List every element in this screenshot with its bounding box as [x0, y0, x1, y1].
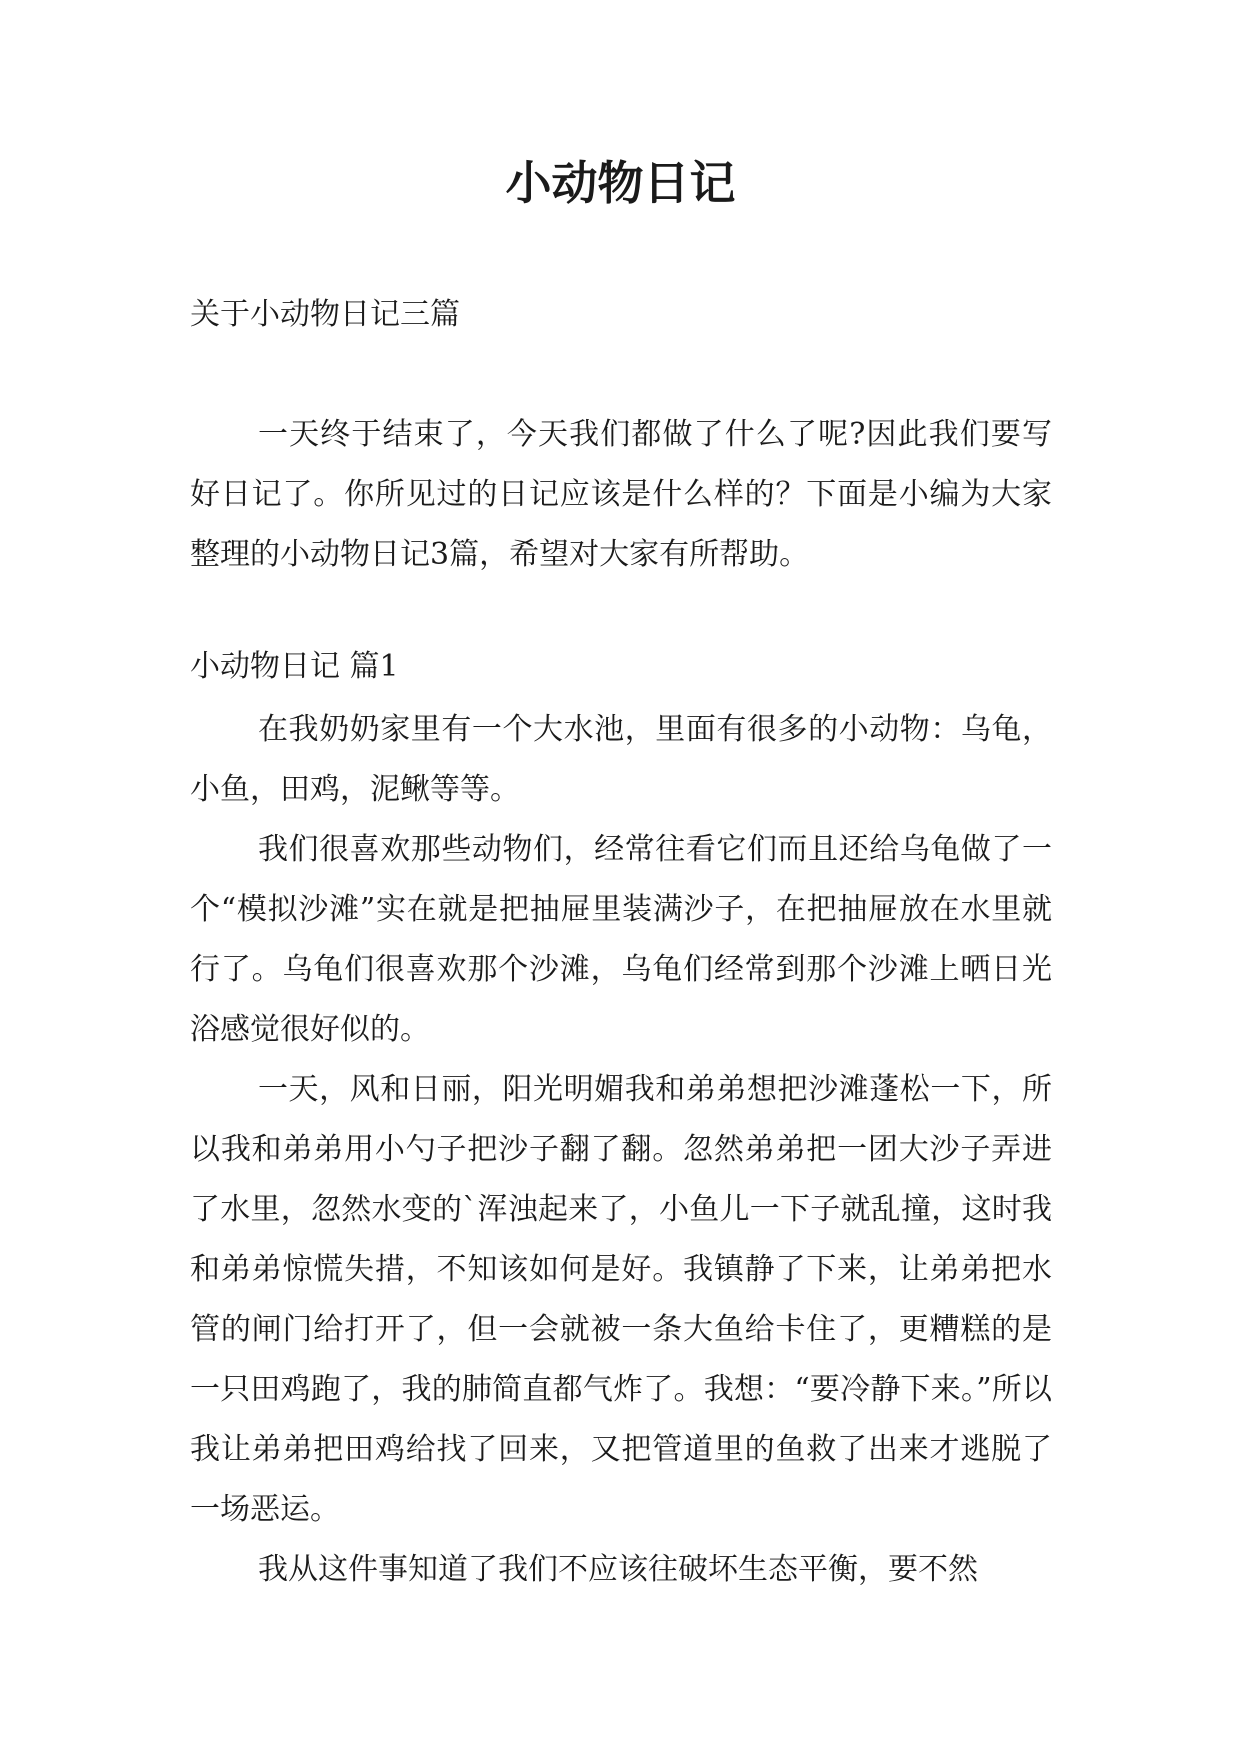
section-heading: 小动物日记 篇1: [190, 649, 399, 684]
document-title: 小动物日记: [505, 156, 736, 210]
body-paragraph: 一天，风和日丽，阳光明媚我和弟弟想把沙滩蓬松一下，所以我和弟弟用小勺子把沙子翻了翻。忽然弟弟把一团大沙子弄进了水里，忽然水变的`浑浊起来了，小鱼儿一下子就乱撞，这时我和弟弟惊慌失措，不知该如何是好。我镇静了下来，让弟弟把水管的闸门给打开了，但一会就被一条大鱼给卡住了，更糟糕的是一只田鸡跑了，我的肺简直都气炸了。我想：“要冷静下来。”所以我让弟弟把田鸡给找了回来，又把管道里的鱼救了出来才逃脱了一场恶运。: [190, 1072, 1052, 1527]
body-paragraph: 我从这件事知道了我们不应该往破坏生态平衡，要不然: [258, 1552, 978, 1587]
body-paragraph: 在我奶奶家里有一个大水池，里面有很多的小动物：乌龟，小鱼，田鸡，泥鳅等等。: [190, 712, 1052, 807]
document-subtitle: 关于小动物日记三篇: [190, 297, 460, 332]
intro-paragraph: 一天终于结束了，今天我们都做了什么了呢?因此我们要写好日记了。你所见过的日记应该是什么样的？下面是小编为大家整理的小动物日记3篇，希望对大家有所帮助。: [190, 417, 1052, 572]
body-paragraph: 我们很喜欢那些动物们，经常往看它们而且还给乌龟做了一个“模拟沙滩”实在就是把抽屉里装满沙子，在把抽屉放在水里就行了。乌龟们很喜欢那个沙滩，乌龟们经常到那个沙滩上晒日光浴感觉很好似的。: [190, 832, 1052, 1047]
section-body: [190, 700, 1052, 1600]
